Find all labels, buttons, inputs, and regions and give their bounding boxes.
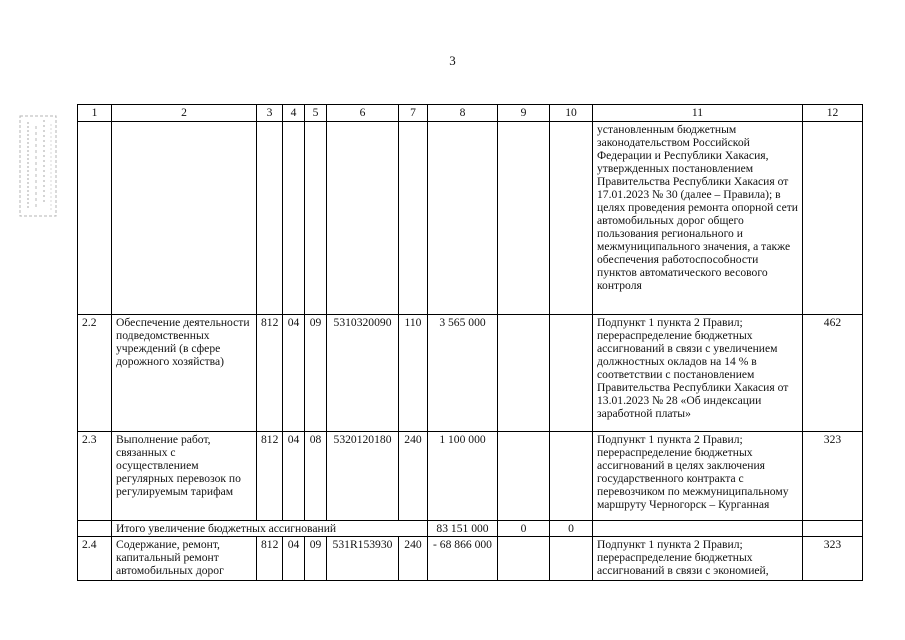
col-header: 3 — [257, 105, 283, 122]
row-basis: Подпункт 1 пункта 2 Правил; перераспределение бюджетных ассигнований в связи с увеличением должностных окладов на 14 % в соответствии с постановлением Правительства Республики Хакасия от 13.01.2023 № 28 «Об индексации заработной платы» — [593, 315, 803, 432]
table-row — [78, 432, 863, 521]
cell-c8: 1 100 000 — [428, 432, 498, 521]
cell-c8: - 68 866 000 — [428, 537, 498, 581]
cell-c6: 5320120180 — [327, 432, 399, 521]
header-row — [78, 105, 863, 122]
col-header: 2 — [112, 105, 257, 122]
registration-stamp — [18, 112, 58, 220]
row-number — [78, 122, 112, 315]
cell-c9 — [498, 537, 550, 581]
cell-c5 — [305, 122, 327, 315]
col-header: 5 — [305, 105, 327, 122]
cell-c7: 240 — [399, 537, 428, 581]
cell-c7: 110 — [399, 315, 428, 432]
col-header: 7 — [399, 105, 428, 122]
row-basis: Подпункт 1 пункта 2 Правил; перераспределение бюджетных ассигнований в связи с экономией, — [593, 537, 803, 581]
table-row — [78, 122, 863, 315]
cell-c7 — [399, 122, 428, 315]
table-row — [78, 537, 863, 581]
total-c8: 83 151 000 — [428, 521, 498, 537]
cell-c3: 812 — [257, 537, 283, 581]
col-header: 4 — [283, 105, 305, 122]
cell-c4: 04 — [283, 315, 305, 432]
row-basis: установленным бюджетным законодательством Российской Федерации и Республики Хакасия, утвержденных постановлением Правительства Республики Хакасия от 17.01.2023 № 30 (далее – Правила); в целях проведения ремонта опорной сети автомобильных дорог общего пользования регионального и межмуниципального значения, а также обеспечения работоспособности пунктов автоматического весового контроля — [593, 122, 803, 315]
cell-c5: 09 — [305, 315, 327, 432]
col-header: 9 — [498, 105, 550, 122]
row-number: 2.4 — [78, 537, 112, 581]
total-c9: 0 — [498, 521, 550, 537]
table-row — [78, 315, 863, 432]
cell-c6: 531R153930 — [327, 537, 399, 581]
budget-table — [77, 104, 863, 581]
cell-c3: 812 — [257, 315, 283, 432]
total-empty-cell — [803, 521, 863, 537]
cell-c4: 04 — [283, 537, 305, 581]
cell-c12: 323 — [803, 537, 863, 581]
page-number: 3 — [449, 53, 456, 68]
cell-c10 — [550, 122, 593, 315]
row-number: 2.3 — [78, 432, 112, 521]
cell-c3: 812 — [257, 432, 283, 521]
total-label: Итого увеличение бюджетных ассигнований — [112, 521, 428, 537]
cell-c6: 5310320090 — [327, 315, 399, 432]
cell-c9 — [498, 122, 550, 315]
row-number: 2.2 — [78, 315, 112, 432]
cell-c5: 09 — [305, 537, 327, 581]
total-empty-cell — [78, 521, 112, 537]
cell-c8: 3 565 000 — [428, 315, 498, 432]
cell-c5: 08 — [305, 432, 327, 521]
cell-c10 — [550, 537, 593, 581]
cell-c4: 04 — [283, 432, 305, 521]
cell-c8 — [428, 122, 498, 315]
row-name — [112, 122, 257, 315]
total-row — [78, 521, 863, 537]
cell-c12 — [803, 122, 863, 315]
col-header: 1 — [78, 105, 112, 122]
cell-c9 — [498, 432, 550, 521]
cell-c3 — [257, 122, 283, 315]
cell-c6 — [327, 122, 399, 315]
cell-c10 — [550, 315, 593, 432]
row-basis: Подпункт 1 пункта 2 Правил; перераспределение бюджетных ассигнований в целях заключения государственного контракта с перевозчиком по межмуниципальному маршруту Черногорск – Курганная — [593, 432, 803, 521]
cell-c12: 323 — [803, 432, 863, 521]
col-header: 12 — [803, 105, 863, 122]
col-header: 10 — [550, 105, 593, 122]
total-empty-cell — [593, 521, 803, 537]
total-c10: 0 — [550, 521, 593, 537]
cell-c12: 462 — [803, 315, 863, 432]
col-header: 6 — [327, 105, 399, 122]
row-name: Выполнение работ, связанных с осуществлением регулярных перевозок по регулируемым тарифам — [112, 432, 257, 521]
col-header: 8 — [428, 105, 498, 122]
cell-c7: 240 — [399, 432, 428, 521]
cell-c10 — [550, 432, 593, 521]
row-name: Содержание, ремонт, капитальный ремонт автомобильных дорог — [112, 537, 257, 581]
row-name: Обеспечение деятельности подведомственных учреждений (в сфере дорожного хозяйства) — [112, 315, 257, 432]
cell-c9 — [498, 315, 550, 432]
col-header: 11 — [593, 105, 803, 122]
cell-c4 — [283, 122, 305, 315]
